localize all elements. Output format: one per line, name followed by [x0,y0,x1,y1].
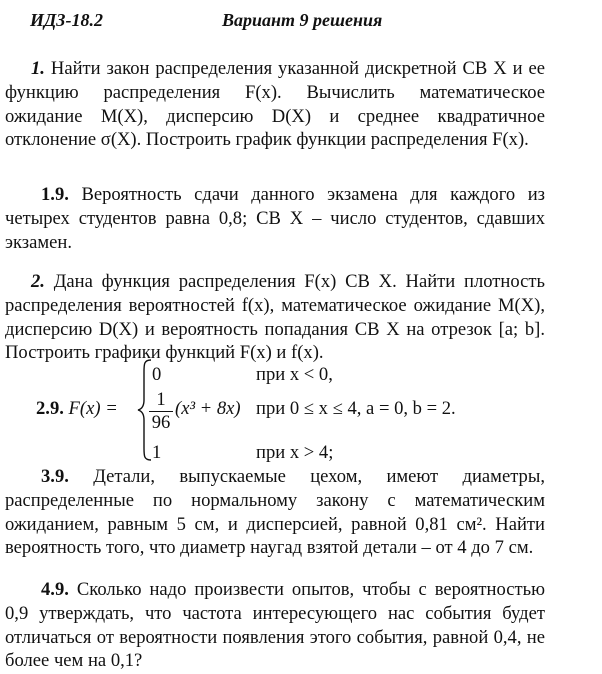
task-3-9-text: Детали, выпускаемые цехом, имеют диаметры, распределенные по нормальному закону с математическим ожиданием, равным 5 см, и дисперсией, равной 0,81 см². Найти вероятность того, что диаметр наугад взятой детали – от 4 до 7 см. [5,466,545,559]
piece-2-fraction [149,390,173,433]
task-4-9-number: 4.9. [41,579,69,600]
piece-3-condition: при x > 4; [256,442,334,463]
task-2-number: 2. [31,271,45,292]
piece-2-condition: при 0 ≤ x ≤ 4, a = 0, b = 2. [256,398,456,419]
fraction-numerator: 1 [156,389,166,410]
task-1-statement [5,57,545,152]
task-1-text: Найти закон распределения указанной дискретной СВ X и ее функцию распределения F(x). Вычислить математическое ожидание M(X), дисперсию D(X) и среднее квадратичное отклонение σ(X). Построить график функции распределения F(x). [5,58,545,151]
assignment-code: ИДЗ-18.2 [30,10,103,30]
piece-1-condition: при x < 0, [256,364,333,385]
task-3-9-statement [5,465,545,560]
task-2-text: Дана функция распределения F(x) СВ X. Найти плотность распределения вероятностей f(x), математическое ожидание M(X), дисперсию D(X) и вероятность попадания СВ X на отрезок [a; b]. Построить графики функций F(x) и f(x). [5,271,545,364]
task-3-9-number: 3.9. [41,466,69,487]
task-2-9-formula [0,358,602,464]
task-4-9-statement [5,578,545,673]
page-header [30,10,383,31]
task-2-9-number: 2.9. [36,398,64,419]
task-1-number: 1. [31,58,45,79]
task-1-9-statement [5,183,545,254]
fraction-denominator: 96 [151,412,171,433]
formula-lhs [36,398,118,420]
task-1-9-number: 1.9. [41,184,69,205]
variant-title: Вариант 9 решения [222,10,383,30]
piece-2-expression: (x³ + 8x) [175,398,241,419]
piece-1-value: 0 [152,364,162,385]
piece-3-value: 1 [152,442,162,463]
task-2-statement [5,270,545,365]
task-1-9-text: Вероятность сдачи данного экзамена для каждого из четырех студентов равна 0,8; СВ X – число студентов, сдавших экзамен. [5,184,545,253]
task-4-9-text: Сколько надо произвести опытов, чтобы с вероятностью 0,9 утверждать, что частота интересующего нас события будет отличаться от вероятности появления этого события, равной 0,4, не более чем на 0,1? [5,579,545,672]
formula-function: F(x) = [68,398,118,419]
